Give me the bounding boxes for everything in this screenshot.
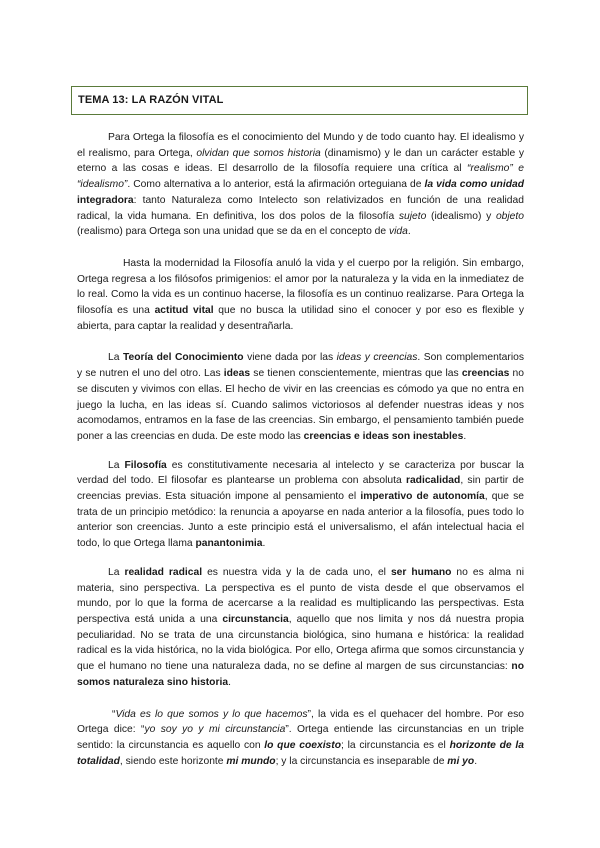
text-run: ”, la vida es el quehacer del hombre. Por eso Ortega dice: “	[77, 708, 524, 736]
text-run: olvidan que somos historia	[196, 147, 321, 159]
paragraph	[77, 458, 524, 552]
text-run: ; y la circunstancia es inseparable de	[275, 755, 448, 767]
paragraph	[77, 707, 524, 770]
text-run: Teoría del Conocimiento	[122, 352, 244, 364]
text-run: la vida como unidad	[424, 179, 525, 191]
text-run: sujeto	[398, 210, 427, 222]
text-run: ; la circunstancia es el	[341, 739, 450, 751]
text-run: ideas y creencias	[336, 352, 418, 364]
text-run: (realismo) para Ortega son una unidad que se da en el concepto de	[77, 226, 389, 238]
text-run: Para Ortega la filosofía es el conocimiento del Mundo y de todo cuanto hay. El idealismo y el realismo, para Ortega,	[77, 132, 524, 159]
text-run: La	[108, 459, 125, 471]
text-run: yo soy yo y mi circunstancia	[144, 724, 286, 736]
text-run: . Son complementarios y se nutren el uno del otro. Las	[77, 352, 524, 380]
text-run: Vida es lo que somos y lo que hacemos	[115, 708, 308, 720]
text-run: .	[228, 676, 231, 688]
paragraph	[77, 256, 524, 335]
text-run: .	[463, 430, 467, 442]
text-run: . Como alternativa a lo anterior, está la afirmación orteguiana de	[127, 179, 425, 191]
text-run: mi yo	[447, 755, 475, 767]
text-run: : tanto Naturaleza como Intelecto son relativizados en función de una realidad radical, la vida humana. En definitiva, los dos polos de la filosofía	[77, 194, 524, 222]
text-run: realidad radical	[124, 566, 203, 578]
text-run: (idealismo) y	[426, 210, 496, 222]
text-run: “realismo” e “idealismo”	[77, 163, 524, 191]
text-run: actitud vital	[154, 305, 214, 317]
text-run: no se discuten y vivimos con ellas. El hecho de vivir en las creencias es cómodo ya que no entra en juego la lucha, en las ideas sí. Cuando salimos victoriosos al defender nuestras ideas y nos acomodamos, entramos en la fase de las creencias. Sin embargo, el pensamiento también puede poner a las creencias en duda. De este modo las	[77, 368, 524, 442]
text-run: radicalidad	[405, 475, 461, 487]
text-run: La	[108, 566, 125, 578]
text-run: .	[262, 538, 266, 550]
text-run: ser humano	[390, 566, 452, 578]
document-body	[77, 130, 524, 769]
text-run: no es alma ni materia, sino perspectiva. La perspectiva es el punto de vista desde el que observamos el mundo, por lo que la forma de acercarse a la realidad es multiplicando las perspectivas. Esta perspectiva está unida a una	[77, 566, 524, 625]
page-title: TEMA 13: LA RAZÓN VITAL	[78, 94, 224, 106]
text-run: ideas	[223, 368, 251, 380]
text-run: creencias e ideas son inestables	[303, 430, 464, 442]
paragraph	[77, 565, 524, 691]
text-run: no somos naturaleza sino historia	[77, 661, 524, 688]
text-run: ”. Ortega entiende las circunstancias en un triple sentido: la circunstancia es aquello con	[77, 724, 524, 751]
text-run: viene dada por las	[243, 352, 337, 364]
paragraph	[77, 350, 524, 444]
text-run: panantonimia	[195, 538, 263, 550]
text-run: horizonte de la totalidad	[77, 739, 524, 767]
text-run: vida	[388, 226, 408, 238]
text-run: La	[108, 352, 123, 364]
text-run: integradora	[77, 194, 134, 206]
text-run: .	[474, 755, 478, 767]
text-run: es constitutivamente necesaria al intelecto y se caracteriza por buscar la verdad del todo. El filosofar es plantearse un problema con absoluta	[77, 459, 524, 487]
text-run: circunstancia	[222, 613, 289, 625]
text-run: es nuestra vida y la de cada uno, el	[202, 566, 391, 578]
text-run: imperativo de autonomía	[360, 491, 485, 503]
text-run: objeto	[495, 210, 524, 222]
paragraph	[77, 130, 524, 240]
text-run: que no busca la utilidad sino el conocer y por eso es flexible y abierta, para captar la realidad y desentrañarla.	[77, 305, 524, 332]
title-box	[71, 86, 528, 115]
text-run: , que se trata de un principio metódico: la renuncia a apoyarse en nada anterior a la filosofía, pues todo lo anterior son creencias. Junto a este principio está el universalismo, el afán intelectual hacia el todo, lo que Ortega llama	[77, 491, 524, 550]
text-run: , aquello que nos limita y nos dá nuestra propia peculiaridad. No se trata de una circunstancia biológica, sino humana e histórica: la realidad radical es la vida histórica, no la vida biológica. Por ello, Ortega afirma que somos circunstancia y que el humano no tiene una naturaleza dada, no se define al margen de sus circunstancias:	[77, 613, 524, 673]
text-run: lo que coexisto	[264, 739, 342, 751]
text-run: (dinamismo) y le dan un carácter estable y eterno a las cosas e ideas. El desarrollo de la filosofía requiere una crítica al	[77, 147, 524, 175]
text-run: Filosofía	[124, 459, 167, 471]
text-run: Hasta la modernidad la Filosofía anuló la vida y el cuerpo por la religión. Sin embargo, Ortega regresa a los filósofos primigenios: el amor por la naturaleza y la vida en la inmediatez de lo real. Como la vida es un continuo hacerse, la filosofía es un continuo realizarse. Para Ortega la filosofía es una	[77, 257, 524, 317]
text-run: , sin partir de creencias previas. Esta situación impone al pensamiento el	[77, 475, 524, 503]
text-run: , siendo este horizonte	[119, 755, 227, 767]
text-run: “	[112, 708, 116, 720]
text-run: creencias	[461, 368, 510, 380]
text-run: mi mundo	[226, 755, 276, 767]
text-run: se tienen conscientemente, mientras que las	[250, 368, 462, 380]
text-run: .	[407, 226, 411, 238]
